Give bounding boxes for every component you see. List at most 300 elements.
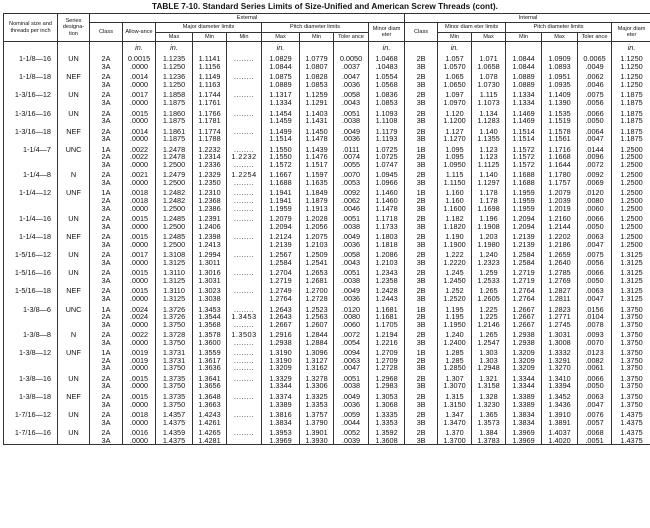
- int-major-diameter-cell: 1.2500 1.2500 1.2500: [612, 143, 650, 169]
- pitch-tolerance-cell: .0058 .0043: [334, 88, 369, 106]
- series-cell: UN: [58, 372, 90, 390]
- pitch-tolerance-cell: .0072 .0054: [334, 328, 369, 346]
- int-major-diameter-cell: 1.4375 1.4375: [612, 408, 650, 426]
- pitch-max-cell: 1.1499 1.1514: [262, 125, 300, 143]
- ext-class-cell: 2A 3A: [90, 372, 123, 390]
- major-max-cell: 1.3108 1.3125: [156, 248, 193, 266]
- nominal-size-cell: 1-3/8—12: [4, 346, 58, 372]
- pitch-tolerance-cell: .0111 .0074 .0055: [334, 143, 369, 169]
- pitch-min-cell: 1.0828 1.0853: [300, 70, 334, 88]
- pitch-min-cell: 1.3325 1.3353: [300, 390, 334, 408]
- series-cell: NEF: [58, 284, 90, 302]
- header-major-max: Max: [156, 32, 193, 41]
- int-pitch-tolerance-cell: .0066 .0050: [578, 107, 612, 125]
- header-pitch-min: Min: [300, 32, 334, 41]
- int-pitch-max-cell: 1.2823 1.2771 1.2745: [542, 303, 578, 329]
- int-pitch-max-cell: 1.1409 1.1390: [542, 88, 578, 106]
- int-pitch-tolerance-cell: .0066 .0050: [578, 266, 612, 284]
- int-pitch-min-cell: 1.2094 1.2094: [506, 212, 542, 230]
- allowance-cell: .0024 .0024 .0000: [123, 303, 156, 329]
- pitch-max-cell: 1.1317 1.1334: [262, 88, 300, 106]
- pitch-min-cell: 1.1849 1.1879 1.1913: [300, 186, 334, 212]
- int-pitch-tolerance-cell: .0066 .0050: [578, 372, 612, 390]
- int-major-diameter-cell: 1.3125 1.3125: [612, 284, 650, 302]
- major-min2-cell: ........: [227, 266, 262, 284]
- int-pitch-max-cell: 1.1780 1.1757: [542, 168, 578, 186]
- series-cell: N: [58, 168, 90, 186]
- ext-class-cell: 1A 2A 3A: [90, 303, 123, 329]
- int-pitch-tolerance-cell: .0063 .0047: [578, 390, 612, 408]
- int-minor-max-cell: 1.240 1.2323: [472, 248, 506, 266]
- header-series: Series designa-tion: [58, 14, 90, 42]
- int-class-cell: 2B 3B: [405, 88, 438, 106]
- int-class-cell: 1B 2B 3B: [405, 143, 438, 169]
- int-major-diameter-cell: 1.3750 1.3750 1.3750: [612, 346, 650, 372]
- int-pitch-max-cell: 1.3910 1.3891: [542, 408, 578, 426]
- int-class-cell: 2B 3B: [405, 212, 438, 230]
- int-pitch-min-cell: 1.1959 1.1959 1.1959: [506, 186, 542, 212]
- allowance-cell: .0016 .0000: [123, 426, 156, 445]
- int-minor-min-cell: 1.115 1.1150: [438, 168, 472, 186]
- ext-class-cell: 2A 3A: [90, 390, 123, 408]
- major-min-cell: 1.3641 1.3656: [193, 372, 227, 390]
- int-minor-max-cell: 1.384 1.3783: [472, 426, 506, 445]
- int-pitch-max-cell: 1.1716 1.1668 1.1644: [542, 143, 578, 169]
- pitch-min-cell: 1.3901 1.3930: [300, 426, 334, 445]
- int-pitch-min-cell: 1.0889 1.0889: [506, 70, 542, 88]
- allowance-cell: .0021 .0000: [123, 168, 156, 186]
- nominal-size-cell: 1-3/16—18: [4, 125, 58, 143]
- int-minor-max-cell: 1.259 1.2533: [472, 266, 506, 284]
- int-minor-min-cell: 1.285 1.285 1.2850: [438, 346, 472, 372]
- minor-diameter-cell: 1.0945 1.0966: [369, 168, 405, 186]
- pitch-max-cell: 1.1550 1.1550 1.1572: [262, 143, 300, 169]
- int-pitch-max-cell: 1.3452 1.3436: [542, 390, 578, 408]
- allowance-cell: .0022 .0000: [123, 328, 156, 346]
- int-pitch-min-cell: 1.0844 1.0844: [506, 52, 542, 70]
- int-minor-max-cell: 1.178 1.178 1.1698: [472, 186, 506, 212]
- int-pitch-max-cell: 1.3410 1.3394: [542, 372, 578, 390]
- major-min-cell: 1.2391 1.2406: [193, 212, 227, 230]
- pitch-tolerance-cell: .0049 .0036: [334, 230, 369, 248]
- int-pitch-min-cell: 1.2938 1.2938: [506, 328, 542, 346]
- pitch-min-cell: 1.1259 1.1291: [300, 88, 334, 106]
- int-pitch-tolerance-cell: .0156 .0104 .0078: [578, 303, 612, 329]
- int-pitch-tolerance-cell: .0075 .0056: [578, 88, 612, 106]
- int-pitch-max-cell: 1.4037 1.4020: [542, 426, 578, 445]
- unit-label: in.: [612, 42, 650, 53]
- series-cell: UNF: [58, 346, 90, 372]
- header-int-minor-diameter-limits: Minor diam eter limits: [438, 23, 506, 32]
- ext-class-cell: 2A 3A: [90, 266, 123, 284]
- nominal-size-cell: 1-3/8—8: [4, 328, 58, 346]
- allowance-cell: .0015 .0000: [123, 372, 156, 390]
- int-pitch-tolerance-cell: .0120 .0080 .0060: [578, 186, 612, 212]
- series-cell: UN: [58, 248, 90, 266]
- int-major-diameter-cell: 1.1875 1.1875: [612, 107, 650, 125]
- ext-class-cell: 1A 2A 3A: [90, 346, 123, 372]
- major-min-cell: 1.3559 1.3617 1.3636: [193, 346, 227, 372]
- major-max-cell: 1.4357 1.4375: [156, 408, 193, 426]
- int-major-diameter-cell: 1.3125 1.3125: [612, 248, 650, 266]
- major-min2-cell: ........: [227, 107, 262, 125]
- pitch-max-cell: 1.2749 1.2764: [262, 284, 300, 302]
- int-pitch-min-cell: 1.3834 1.3834: [506, 408, 542, 426]
- series-cell: UN: [58, 107, 90, 125]
- int-minor-max-cell: 1.196 1.1908: [472, 212, 506, 230]
- pitch-min-cell: 1.1403 1.1431: [300, 107, 334, 125]
- pitch-tolerance-cell: 0.0050 .0037: [334, 52, 369, 70]
- header-major-min2: Min: [227, 32, 262, 41]
- int-pitch-tolerance-cell: .0068 .0051: [578, 426, 612, 445]
- major-min-cell: 1.4265 1.4281: [193, 426, 227, 445]
- minor-diameter-cell: 1.0725 1.0725 1.0747: [369, 143, 405, 169]
- pitch-min-cell: 1.2509 1.2541: [300, 248, 334, 266]
- ext-class-cell: 1A 2A 3A: [90, 186, 123, 212]
- int-pitch-min-cell: 1.1572 1.1572 1.1572: [506, 143, 542, 169]
- int-class-cell: 2B 3B: [405, 266, 438, 284]
- pitch-min-cell: 1.2523 1.2563 1.2607: [300, 303, 334, 329]
- major-max-cell: 1.2479 1.2500: [156, 168, 193, 186]
- int-class-cell: 2B 3B: [405, 70, 438, 88]
- int-pitch-min-cell: 1.3344 1.3344: [506, 372, 542, 390]
- pitch-tolerance-cell: .0051 .0038: [334, 107, 369, 125]
- series-cell: UNC: [58, 303, 90, 329]
- minor-diameter-cell: 1.2086 1.2103: [369, 248, 405, 266]
- major-min2-cell: ........: [227, 212, 262, 230]
- int-class-cell: 2B 3B: [405, 125, 438, 143]
- int-pitch-min-cell: 1.2139 1.2139: [506, 230, 542, 248]
- pitch-tolerance-cell: .0120 .0080 .0060: [334, 303, 369, 329]
- pitch-tolerance-cell: .0094 .0063 .0047: [334, 346, 369, 372]
- int-pitch-tolerance-cell: .0092 .0069: [578, 168, 612, 186]
- ext-class-cell: 2A 3A: [90, 70, 123, 88]
- allowance-cell: .0015 .0000: [123, 266, 156, 284]
- int-pitch-min-cell: 1.1688 1.1688: [506, 168, 542, 186]
- series-cell: NEF: [58, 230, 90, 248]
- nominal-size-cell: 1-5/16—16: [4, 266, 58, 284]
- ext-class-cell: 2A 3A: [90, 328, 123, 346]
- pitch-min-cell: 1.1439 1.1476 1.1517: [300, 143, 334, 169]
- series-cell: NEF: [58, 70, 90, 88]
- major-max-cell: 1.2482 1.2482 1.2500: [156, 186, 193, 212]
- table-row: [4, 212, 650, 230]
- pitch-min-cell: 1.1450 1.1478: [300, 125, 334, 143]
- int-pitch-tolerance-cell: .0123 .0082 .0061: [578, 346, 612, 372]
- major-min2-cell: ........: [227, 88, 262, 106]
- header-major-min: Min: [193, 32, 227, 41]
- ext-class-cell: 2A 3A: [90, 284, 123, 302]
- header-pitch-diameter-limits: Pitch diameter limits: [262, 23, 369, 32]
- allowance-cell: .0022 .0022 .0000: [123, 143, 156, 169]
- unit-label: in.: [369, 42, 405, 53]
- table-row: [4, 328, 650, 346]
- int-minor-min-cell: 1.120 1.1200: [438, 107, 472, 125]
- table-row: [4, 303, 650, 329]
- pitch-max-cell: 1.3816 1.3834: [262, 408, 300, 426]
- major-min-cell: 1.4243 1.4261: [193, 408, 227, 426]
- major-min2-cell: ........: [227, 52, 262, 70]
- major-min-cell: 1.1766 1.1781: [193, 107, 227, 125]
- int-pitch-min-cell: 1.2584 1.2584: [506, 248, 542, 266]
- minor-diameter-cell: 1.2968 1.2983: [369, 372, 405, 390]
- major-min2-cell: ........: [227, 230, 262, 248]
- nominal-size-cell: 1-1/4—16: [4, 212, 58, 230]
- int-major-diameter-cell: 1.1875 1.1875: [612, 125, 650, 143]
- major-max-cell: 1.2478 1.2478 1.2500: [156, 143, 193, 169]
- pitch-tolerance-cell: .0047 .0036: [334, 70, 369, 88]
- int-class-cell: 2B 3B: [405, 408, 438, 426]
- nominal-size-cell: 1-3/16—12: [4, 88, 58, 106]
- major-min-cell: 1.1774 1.1788: [193, 125, 227, 143]
- minor-diameter-cell: 1.0554 1.0568: [369, 70, 405, 88]
- pitch-max-cell: 1.1941 1.1941 1.1959: [262, 186, 300, 212]
- int-class-cell: 2B 3B: [405, 230, 438, 248]
- major-max-cell: 1.3731 1.3731 1.3750: [156, 346, 193, 372]
- minor-diameter-cell: 1.3592 1.3608: [369, 426, 405, 445]
- pitch-min-cell: 1.2075 1.2103: [300, 230, 334, 248]
- header-int-pitch-diameter-limits: Pitch diameter limits: [506, 23, 612, 32]
- series-cell: UNF: [58, 186, 90, 212]
- series-cell: UN: [58, 212, 90, 230]
- nominal-size-cell: 1-3/8—16: [4, 372, 58, 390]
- minor-diameter-cell: 1.2709 1.2709 1.2728: [369, 346, 405, 372]
- pitch-min-cell: 1.3757 1.3790: [300, 408, 334, 426]
- int-minor-min-cell: 1.160 1.160 1.1600: [438, 186, 472, 212]
- header-int-pitch-tolerance: Toler ance: [578, 32, 612, 41]
- unit-label: in.: [438, 42, 472, 53]
- header-int-class: Class: [405, 23, 438, 42]
- minor-diameter-cell: 1.1179 1.1193: [369, 125, 405, 143]
- header-int-pitch-min: Min: [506, 32, 542, 41]
- pitch-max-cell: 1.3190 1.3190 1.3209: [262, 346, 300, 372]
- series-cell: NEF: [58, 125, 90, 143]
- minor-diameter-cell: 1.0468 .10483: [369, 52, 405, 70]
- major-min-cell: 1.2994 1.3011: [193, 248, 227, 266]
- nominal-size-cell: 1-5/16—12: [4, 248, 58, 266]
- allowance-cell: 0.0015 .0000: [123, 52, 156, 70]
- int-major-diameter-cell: 1.1875 1.1875: [612, 88, 650, 106]
- units-row: [4, 42, 650, 53]
- major-min2-cell: ........: [227, 426, 262, 445]
- table-row: [4, 107, 650, 125]
- minor-diameter-cell: 1.1803 1.1818: [369, 230, 405, 248]
- int-minor-max-cell: 1.265 1.2547: [472, 328, 506, 346]
- int-class-cell: 1B 2B 3B: [405, 303, 438, 329]
- major-min2-cell: ........ 1.2232 ........: [227, 143, 262, 169]
- int-pitch-min-cell: 1.1469 1.1469: [506, 107, 542, 125]
- int-pitch-min-cell: 1.1334 1.1334: [506, 88, 542, 106]
- header-internal: Internal: [405, 14, 650, 23]
- nominal-size-cell: 1-7/16—12: [4, 408, 58, 426]
- int-minor-min-cell: 1.307 1.3070: [438, 372, 472, 390]
- pitch-max-cell: 1.2124 1.2139: [262, 230, 300, 248]
- major-min-cell: 1.3453 1.3544 1.3568: [193, 303, 227, 329]
- pitch-tolerance-cell: .0049 .0036: [334, 284, 369, 302]
- allowance-cell: .0017 .0000: [123, 88, 156, 106]
- int-pitch-min-cell: 1.3209 1.3209 1.3209: [506, 346, 542, 372]
- int-major-diameter-cell: 1.1250 1.1250: [612, 70, 650, 88]
- minor-diameter-cell: 1.3053 1.3068: [369, 390, 405, 408]
- header-minor-diameter: Minor diam eter: [369, 23, 405, 42]
- header-external: External: [90, 14, 405, 23]
- int-pitch-min-cell: 1.3389 1.3389: [506, 390, 542, 408]
- int-minor-min-cell: 1.240 1.2400: [438, 328, 472, 346]
- int-class-cell: 2B 3B: [405, 426, 438, 445]
- series-cell: UNC: [58, 143, 90, 169]
- major-min2-cell: ........: [227, 372, 262, 390]
- int-class-cell: 2B 3B: [405, 390, 438, 408]
- major-max-cell: 1.1236 1.1250: [156, 70, 193, 88]
- ext-class-cell: 1A 2A 3A: [90, 143, 123, 169]
- int-minor-max-cell: 1.328 1.3230: [472, 390, 506, 408]
- pitch-max-cell: 1.1667 1.1688: [262, 168, 300, 186]
- int-major-diameter-cell: 1.3125 1.3125: [612, 266, 650, 284]
- ext-class-cell: 2A 3A: [90, 107, 123, 125]
- int-minor-max-cell: 1.203 1.1980: [472, 230, 506, 248]
- int-major-diameter-cell: 1.1250 1.1250: [612, 52, 650, 70]
- series-cell: UN: [58, 52, 90, 70]
- pitch-max-cell: 1.1454 1.1459: [262, 107, 300, 125]
- int-pitch-max-cell: 1.3332 1.3291 1.3270: [542, 346, 578, 372]
- nominal-size-cell: 1-1/8—16: [4, 52, 58, 70]
- int-pitch-max-cell: 1.0951 1.0935: [542, 70, 578, 88]
- minor-diameter-cell: 1.1093 1.1108: [369, 107, 405, 125]
- pitch-tolerance-cell: .0059 .0044: [334, 408, 369, 426]
- nominal-size-cell: 1-3/8—6: [4, 303, 58, 329]
- pitch-max-cell: 1.2567 1.2584: [262, 248, 300, 266]
- header-pitch-tolerance: Toler ance: [334, 32, 369, 41]
- ext-class-cell: 2A 3A: [90, 88, 123, 106]
- table-row: [4, 70, 650, 88]
- pitch-tolerance-cell: .0070 .0053: [334, 168, 369, 186]
- major-min2-cell: 1.2254 ........: [227, 168, 262, 186]
- major-min2-cell: ........: [227, 408, 262, 426]
- series-cell: NEF: [58, 390, 90, 408]
- int-pitch-max-cell: 1.2785 1.2769: [542, 266, 578, 284]
- header-int-pitch-max: Max: [542, 32, 578, 41]
- table-row: [4, 426, 650, 445]
- pitch-max-cell: 1.0875 1.0889: [262, 70, 300, 88]
- int-minor-max-cell: 1.365 1.3573: [472, 408, 506, 426]
- major-max-cell: 1.3735 1.3750: [156, 372, 193, 390]
- int-minor-min-cell: 1.057 1.0570: [438, 52, 472, 70]
- int-minor-max-cell: 1.123 1.123 1.1125: [472, 143, 506, 169]
- table-row: [4, 52, 650, 70]
- major-max-cell: 1.3728 1.3750: [156, 328, 193, 346]
- minor-diameter-cell: 1.2428 1.2443: [369, 284, 405, 302]
- major-min-cell: 1.2232 1.2314 1.2336: [193, 143, 227, 169]
- pitch-max-cell: 1.2916 1.2938: [262, 328, 300, 346]
- major-min2-cell: 1.3503 ........: [227, 328, 262, 346]
- int-pitch-min-cell: 1.2667 1.2667 1.2667: [506, 303, 542, 329]
- nominal-size-cell: 1-1/4—12: [4, 186, 58, 212]
- int-minor-max-cell: 1.265 1.2605: [472, 284, 506, 302]
- int-minor-max-cell: 1.140 1.1355: [472, 125, 506, 143]
- minor-diameter-cell: 1.3335 1.3353: [369, 408, 405, 426]
- pitch-tolerance-cell: .0049 .0036: [334, 125, 369, 143]
- header-row-2: [4, 23, 650, 32]
- int-minor-max-cell: 1.134 1.1283: [472, 107, 506, 125]
- page-title: TABLE 7-10. Standard Series Limits of Size-Unified and American Screw Threads (cont).: [152, 2, 498, 11]
- table-row: [4, 408, 650, 426]
- int-minor-max-cell: 1.140 1.1297: [472, 168, 506, 186]
- pitch-min-cell: 1.2028 1.2056: [300, 212, 334, 230]
- int-pitch-tolerance-cell: .0064 .0047: [578, 125, 612, 143]
- int-pitch-max-cell: 1.2659 1.2640: [542, 248, 578, 266]
- pitch-tolerance-cell: .0052 .0039: [334, 426, 369, 445]
- major-max-cell: 1.3110 1.3125: [156, 266, 193, 284]
- int-pitch-max-cell: 1.2827 1.2811: [542, 284, 578, 302]
- pitch-tolerance-cell: .0049 .0036: [334, 390, 369, 408]
- pitch-tolerance-cell: .0051 .0038: [334, 212, 369, 230]
- int-class-cell: 2B 3B: [405, 372, 438, 390]
- ext-class-cell: 2A 3A: [90, 426, 123, 445]
- int-minor-min-cell: 1.222 1.2220: [438, 248, 472, 266]
- major-min-cell: 1.1744 1.1761: [193, 88, 227, 106]
- int-minor-min-cell: 1.095 1.095 1.0950: [438, 143, 472, 169]
- allowance-cell: .0015 .0000: [123, 284, 156, 302]
- major-min-cell: 1.3016 1.3031: [193, 266, 227, 284]
- int-pitch-max-cell: 1.0909 1.0893: [542, 52, 578, 70]
- major-max-cell: 1.3735 1.3750: [156, 390, 193, 408]
- int-class-cell: 2B 3B: [405, 168, 438, 186]
- major-min2-cell: ........: [227, 390, 262, 408]
- int-minor-min-cell: 1.190 1.1900: [438, 230, 472, 248]
- table-row: [4, 346, 650, 372]
- int-class-cell: 2B 3B: [405, 328, 438, 346]
- unit-label: in.: [123, 42, 156, 53]
- allowance-cell: .0017 .0000: [123, 248, 156, 266]
- ext-class-cell: 2A 3A: [90, 168, 123, 186]
- minor-diameter-cell: 1.1460 1.1460 1.1478: [369, 186, 405, 212]
- pitch-min-cell: 1.3096 1.3127 1.3162: [300, 346, 334, 372]
- pitch-max-cell: 1.0829 1.0844: [262, 52, 300, 70]
- series-cell: UN: [58, 88, 90, 106]
- int-class-cell: 1B 2B 3B: [405, 346, 438, 372]
- int-minor-min-cell: 1.347 1.3470: [438, 408, 472, 426]
- table-row: [4, 186, 650, 212]
- header-row-1: [4, 14, 650, 23]
- int-minor-max-cell: 1.115 1.1073: [472, 88, 506, 106]
- int-pitch-tolerance-cell: .0062 .0046: [578, 70, 612, 88]
- table-row: [4, 88, 650, 106]
- unit-label: in.: [156, 42, 193, 53]
- thread-limits-table: [3, 13, 650, 445]
- pitch-max-cell: 1.2704 1.2719: [262, 266, 300, 284]
- int-pitch-min-cell: 1.2719 1.2719: [506, 266, 542, 284]
- unit-label: in.: [262, 42, 300, 53]
- table-row: [4, 143, 650, 169]
- int-minor-max-cell: 1.078 1.0730: [472, 70, 506, 88]
- allowance-cell: .0019 .0019 .0000: [123, 346, 156, 372]
- major-min2-cell: ........: [227, 125, 262, 143]
- minor-diameter-cell: 1.1718 1.1733: [369, 212, 405, 230]
- nominal-size-cell: 1-1/4—7: [4, 143, 58, 169]
- major-max-cell: 1.3726 1.3726 1.3750: [156, 303, 193, 329]
- int-pitch-tolerance-cell: .0093 .0070: [578, 328, 612, 346]
- int-pitch-max-cell: 1.2160 1.2144: [542, 212, 578, 230]
- ext-class-cell: 2A 3A: [90, 52, 123, 70]
- minor-diameter-cell: 1.2194 1.2216: [369, 328, 405, 346]
- int-minor-max-cell: 1.225 1.225 1.2146: [472, 303, 506, 329]
- major-max-cell: 1.1858 1.1875: [156, 88, 193, 106]
- major-min2-cell: ........: [227, 248, 262, 266]
- int-minor-min-cell: 1.065 1.0650: [438, 70, 472, 88]
- int-major-diameter-cell: 1.2500 1.2500: [612, 168, 650, 186]
- pitch-min-cell: 1.2700 1.2728: [300, 284, 334, 302]
- int-major-diameter-cell: 1.2500 1.2500 1.2500: [612, 186, 650, 212]
